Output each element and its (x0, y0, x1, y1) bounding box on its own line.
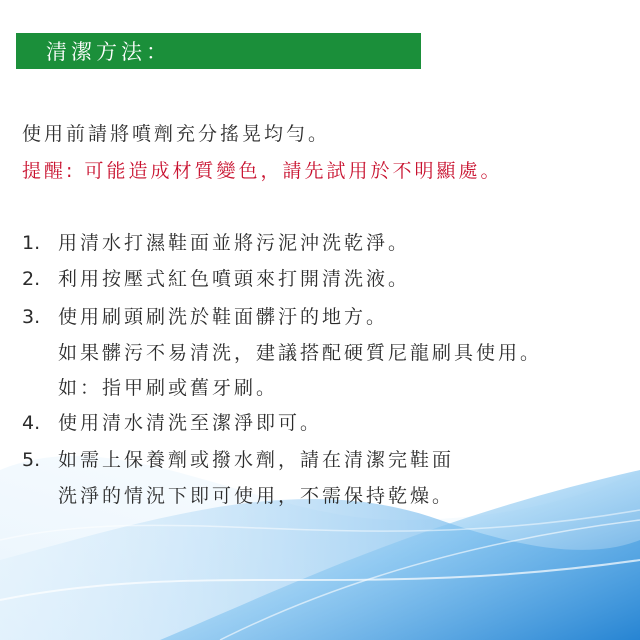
step-number: 4. (22, 412, 41, 434)
step-1 (22, 230, 410, 256)
step-text: 用清水打濕鞋面並將污泥沖洗乾淨。 (58, 232, 411, 254)
step-4 (22, 410, 322, 436)
step-5-continuation: 洗淨的情況下即可使用，不需保持乾燥。 (58, 485, 455, 507)
step-text: 如需上保養劑或撥水劑，請在清潔完鞋面 (58, 449, 455, 471)
step-text: 利用按壓式紅色噴頭來打開清洗液。 (58, 268, 411, 290)
step-3-example: 如：指甲刷或舊牙刷。 (58, 377, 279, 399)
section-title: 清潔方法： (46, 40, 171, 64)
step-number: 3. (22, 306, 41, 328)
step-2 (22, 266, 410, 292)
step-text: 使用刷頭刷洗於鞋面髒汙的地方。 (58, 306, 389, 328)
step-3 (22, 304, 388, 330)
step-text: 使用清水清洗至潔淨即可。 (58, 412, 323, 434)
section-header-bar (16, 33, 421, 69)
step-5 (22, 447, 454, 473)
step-number: 1. (22, 232, 41, 254)
warning-text: 提醒: 可能造成材質變色，請先試用於不明顯處。 (22, 160, 503, 182)
step-number: 5. (22, 449, 41, 471)
intro-text: 使用前請將噴劑充分搖晃均勻。 (22, 123, 331, 145)
step-number: 2. (22, 268, 41, 290)
step-3-continuation: 如果髒污不易清洗，建議搭配硬質尼龍刷具使用。 (58, 342, 543, 364)
